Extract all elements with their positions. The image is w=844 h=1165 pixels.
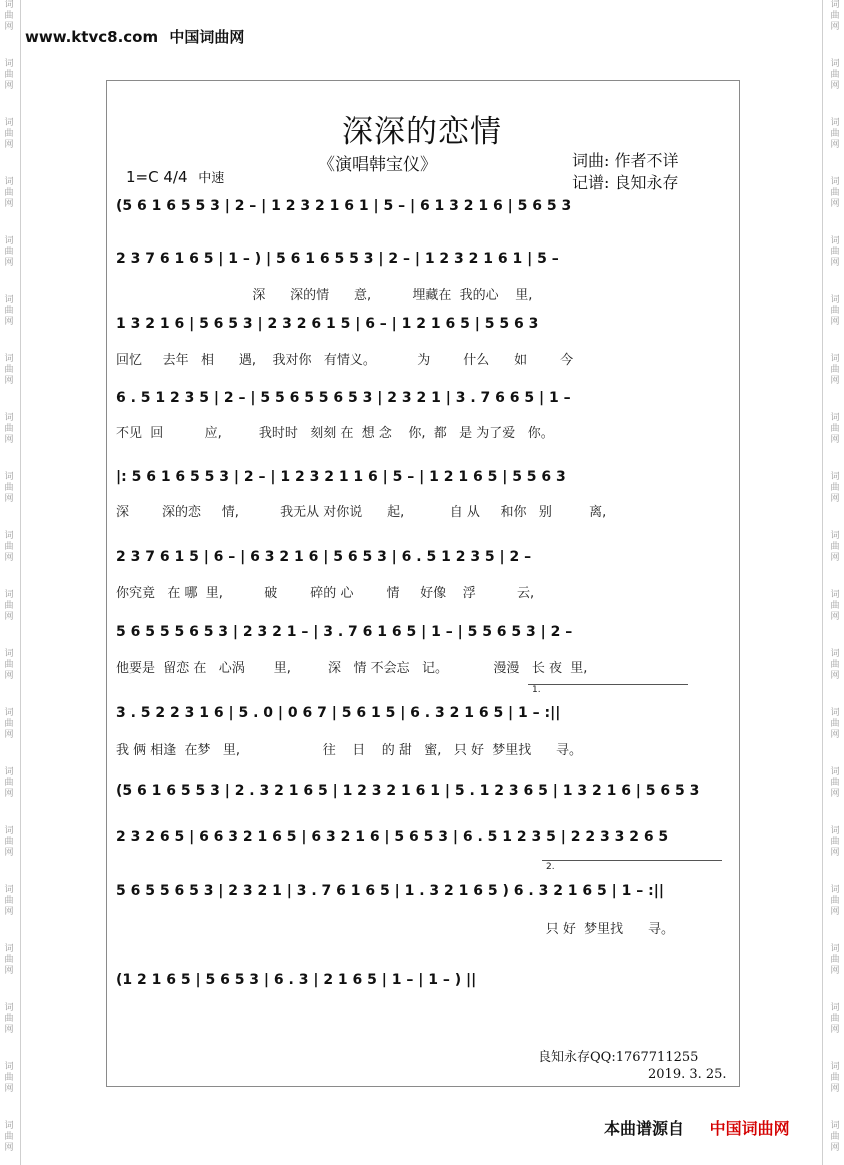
notation-line: |: 5 6 1 6 5 5 3 | 2 – | 1 2 3 2 1 1 6 | 5 – | 1 2 1 6 5 | 5 5 6 3 xyxy=(116,469,566,485)
watermark-mark: 词 曲 网 xyxy=(4,590,14,622)
notation-line: 5 6 5 5 6 5 3 | 2 3 2 1 | 3 . 7 6 1 6 5 | 1 . 3 2 1 6 5 ) 6 . 3 2 1 6 5 | 1 – :|| xyxy=(116,883,664,899)
watermark-mark: 词 曲 网 xyxy=(830,59,840,91)
watermark-mark: 词 曲 网 xyxy=(830,649,840,681)
watermark-mark: 词 曲 网 xyxy=(4,944,14,976)
notation-line: 5 6 5 5 5 6 5 3 | 2 3 2 1 – | 3 . 7 6 1 6 5 | 1 – | 5 5 6 5 3 | 2 – xyxy=(116,624,573,640)
site-header xyxy=(25,26,244,47)
watermark-mark: 词 曲 网 xyxy=(4,118,14,150)
right-margin-line xyxy=(822,0,823,1165)
watermark-mark: 词 曲 网 xyxy=(4,1003,14,1035)
watermark-mark: 词 曲 网 xyxy=(4,177,14,209)
watermark-mark: 词 曲 网 xyxy=(4,413,14,445)
notation-line: 6 . 5 1 2 3 5 | 2 – | 5 5 6 5 5 6 5 3 | 2 3 2 1 | 3 . 7 6 6 5 | 1 – xyxy=(116,390,571,406)
watermark-mark: 词 曲 网 xyxy=(4,885,14,917)
notation-line: 3 . 5 2 2 3 1 6 | 5 . 0 | 0 6 7 | 5 6 1 5 | 6 . 3 2 1 6 5 | 1 – :|| xyxy=(116,705,561,721)
watermark-mark: 词 曲 网 xyxy=(830,767,840,799)
watermark-mark: 词 曲 网 xyxy=(830,708,840,740)
lyric-line: 深 深的恋 情, 我无从 对你说 起, 自 从 和你 别 离, xyxy=(116,505,607,520)
left-watermark-strip xyxy=(2,0,16,1165)
watermark-mark: 词 曲 网 xyxy=(830,1003,840,1035)
watermark-mark: 词 曲 网 xyxy=(830,354,840,386)
watermark-mark: 词 曲 网 xyxy=(4,0,14,32)
first-ending-label: 1. xyxy=(532,685,541,695)
notation-line: 2 3 2 6 5 | 6 6 3 2 1 6 5 | 6 3 2 1 6 | 5 6 5 3 | 6 . 5 1 2 3 5 | 2 2 3 3 2 6 5 xyxy=(116,829,669,845)
lyricist-credit: 词曲: 作者不详 xyxy=(572,151,679,170)
watermark-mark: 词 曲 网 xyxy=(830,590,840,622)
watermark-mark: 词 曲 网 xyxy=(830,472,840,504)
second-ending-bracket xyxy=(542,860,722,861)
watermark-mark: 词 曲 网 xyxy=(830,0,840,32)
watermark-mark: 词 曲 网 xyxy=(4,649,14,681)
second-ending-label: 2. xyxy=(546,862,555,872)
notation-line: (1 2 1 6 5 | 5 6 5 3 | 6 . 3 | 2 1 6 5 | 1 – | 1 – ) || xyxy=(116,972,477,988)
credits-block xyxy=(572,150,678,194)
site-name: 中国词曲网 xyxy=(169,28,245,46)
watermark-mark: 词 曲 网 xyxy=(4,531,14,563)
watermark-mark: 词 曲 网 xyxy=(4,354,14,386)
notation-line: (5 6 1 6 5 5 3 | 2 – | 1 2 3 2 1 6 1 | 5 – | 6 1 3 2 1 6 | 5 6 5 3 xyxy=(116,198,572,214)
watermark-mark: 词 曲 网 xyxy=(830,1062,840,1094)
watermark-mark: 词 曲 网 xyxy=(830,1121,840,1153)
watermark-mark: 词 曲 网 xyxy=(4,295,14,327)
watermark-mark: 词 曲 网 xyxy=(4,826,14,858)
lyric-line: 只 好 梦里找 寻。 xyxy=(116,922,674,937)
singer-credit: 《演唱韩宝仪》 xyxy=(318,155,437,175)
watermark-mark: 词 曲 网 xyxy=(830,826,840,858)
transcriber-qq: 良知永存QQ:1767711255 xyxy=(538,1050,699,1065)
lyric-line: 深 深的情 意, 埋藏在 我的心 里, xyxy=(116,288,533,303)
lyric-line: 不见 回 应, 我时时 刻刻 在 想 念 你, 都 是 为了爱 你。 xyxy=(116,426,554,441)
transcriber-credit: 记谱: 良知永存 xyxy=(572,173,679,192)
watermark-mark: 词 曲 网 xyxy=(4,1121,14,1153)
notation-line: 2 3 7 6 1 6 5 | 1 – ) | 5 6 1 6 5 5 3 | 2 – | 1 2 3 2 1 6 1 | 5 – xyxy=(116,251,559,267)
watermark-mark: 词 曲 网 xyxy=(830,177,840,209)
song-title: 深深的恋情 xyxy=(342,114,502,150)
watermark-mark: 词 曲 网 xyxy=(4,472,14,504)
watermark-mark: 词 曲 网 xyxy=(830,413,840,445)
notation-line: 1 3 2 1 6 | 5 6 5 3 | 2 3 2 6 1 5 | 6 – | 1 2 1 6 5 | 5 5 6 3 xyxy=(116,316,539,332)
watermark-mark: 词 曲 网 xyxy=(830,118,840,150)
watermark-mark: 词 曲 网 xyxy=(830,295,840,327)
key-signature xyxy=(126,167,224,186)
key-and-meter: 1=C 4/4 xyxy=(126,168,188,186)
right-watermark-strip xyxy=(828,0,842,1165)
watermark-mark: 词 曲 网 xyxy=(4,1062,14,1094)
watermark-mark: 词 曲 网 xyxy=(4,708,14,740)
tempo-marking: 中速 xyxy=(198,171,225,186)
transcriber-attribution xyxy=(538,1049,727,1083)
watermark-mark: 词 曲 网 xyxy=(830,236,840,268)
source-label: 本曲谱源自 xyxy=(604,1119,685,1138)
lyric-line: 你究竟 在 哪 里, 破 碎的 心 情 好像 浮 云, xyxy=(116,586,535,601)
watermark-mark: 词 曲 网 xyxy=(830,885,840,917)
watermark-mark: 词 曲 网 xyxy=(830,531,840,563)
notation-line: (5 6 1 6 5 5 3 | 2 . 3 2 1 6 5 | 1 2 3 2 1 6 1 | 5 . 1 2 3 6 5 | 1 3 2 1 6 | 5 6 5 3 xyxy=(116,783,700,799)
lyric-line: 他要是 留恋 在 心涡 里, 深 情 不会忘 记。 漫漫 长 夜 里, xyxy=(116,661,588,676)
lyric-line: 回忆 去年 相 遇, 我对你 有情义。 为 什么 如 今 xyxy=(116,353,574,368)
transcription-date: 2019. 3. 25. xyxy=(648,1067,727,1082)
left-margin-line xyxy=(20,0,21,1165)
source-site-link[interactable]: 中国词曲网 xyxy=(709,1119,790,1138)
notation-line: 2 3 7 6 1 5 | 6 – | 6 3 2 1 6 | 5 6 5 3 | 6 . 5 1 2 3 5 | 2 – xyxy=(116,549,532,565)
site-url-link[interactable]: www.ktvc8.com xyxy=(25,28,159,46)
lyric-line: 我 俩 相逢 在梦 里, 往 日 的 甜 蜜, 只 好 梦里找 寻。 xyxy=(116,743,583,758)
source-footer xyxy=(604,1116,790,1139)
watermark-mark: 词 曲 网 xyxy=(4,236,14,268)
watermark-mark: 词 曲 网 xyxy=(4,59,14,91)
watermark-mark: 词 曲 网 xyxy=(830,944,840,976)
watermark-mark: 词 曲 网 xyxy=(4,767,14,799)
